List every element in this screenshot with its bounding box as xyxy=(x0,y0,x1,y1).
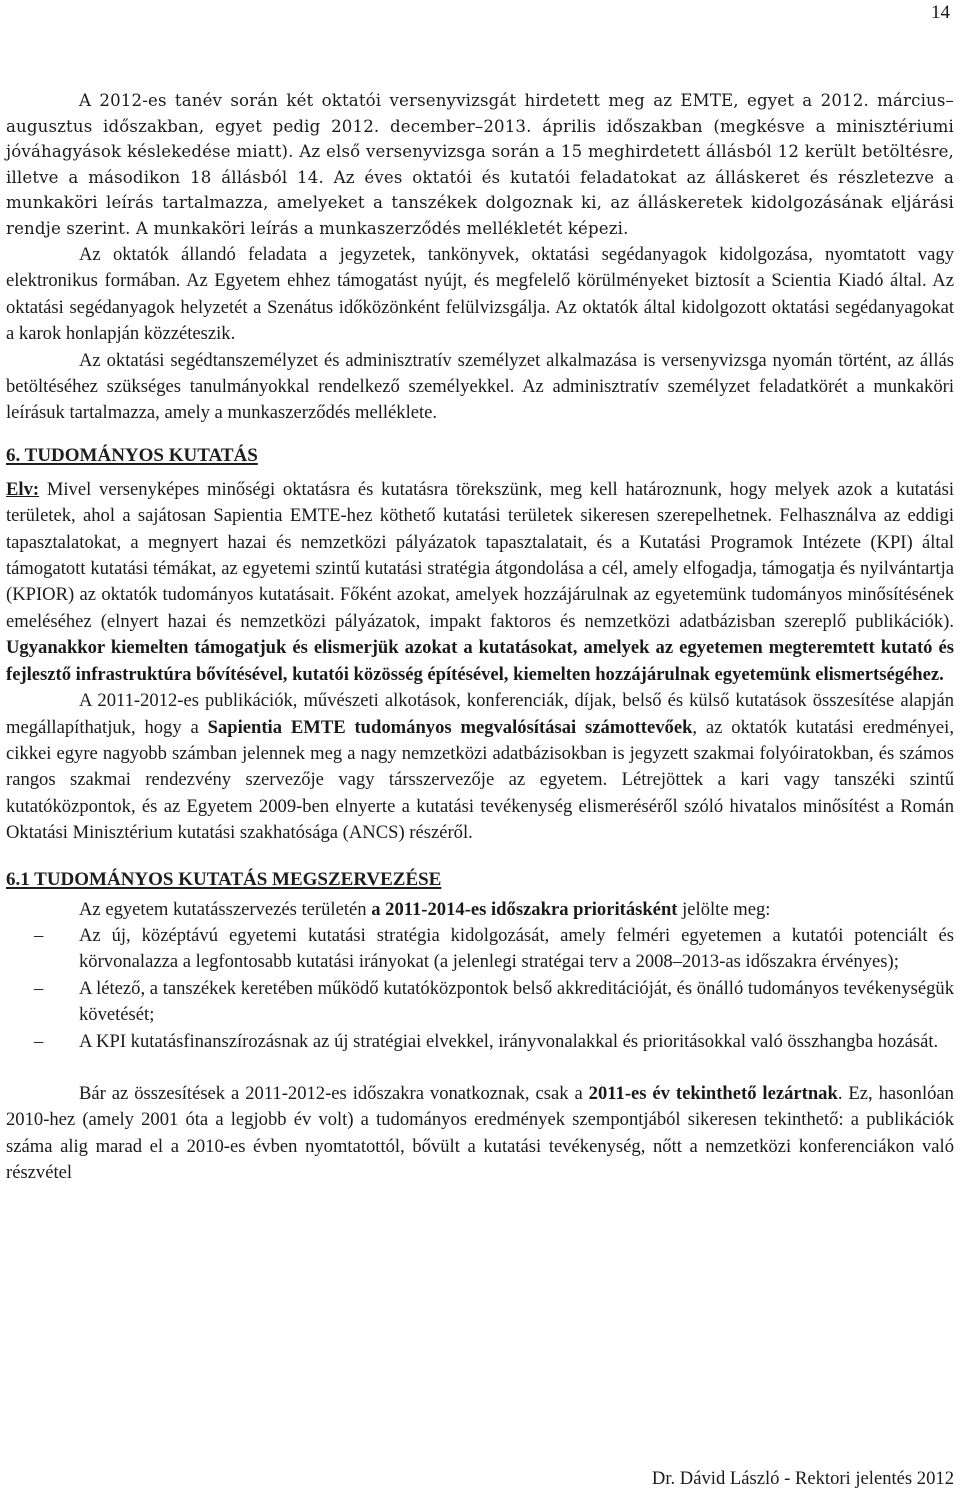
summary-text-1: Bár az összesítések a 2011-2012-es időszakra vonatkoznak, csak a xyxy=(79,1082,589,1104)
list-item-text: A KPI kutatásfinanszírozásnak az új stratégiai elvekkel, irányvonalakkal és prioritásokkal való összhangba hozását. xyxy=(79,1030,939,1052)
paragraph-priorities xyxy=(6,897,954,923)
list-item xyxy=(6,976,954,1029)
publications-text-1: A 2011-2012-es publikációk, művészeti alkotások, konferenciák, díjak, belső és külső kutatások összesítése alapján megállapíthatjuk, hogy a xyxy=(6,690,954,738)
document-body xyxy=(6,88,954,1187)
principle-text: Mivel versenyképes minőségi oktatásra és kutatásra törekszünk, meg kell határoznunk, hogy melyek azok a kutatási területek, ahol a sajátosan Sapientia EMTE-hez köthető kutatási területek sikeresen szerepelhetnek. Felhasználva az eddigi tapasztalatokat, a megnyert hazai és nemzetközi pályázatok tapasztalatait, és a Kutatási Programok Intézete (KPI) által támogatott kutatási témákat, az egyetemi szintű kutatási stratégia átgondolása a cél, amely elfogadja, támogatja és nyilvántartja (KPIOR) az oktatók tudományos kutatásait. Főként azokat, amelyek hozzájárulnak az egyetemünk tudományos minősítésének emeléséhez (elnyert hazai és nemzetközi pályázatok, impakt faktoros és nemzetközi adatbázisban szereplő publikációk). xyxy=(6,478,954,632)
section-heading-research-organization: 6.1 TUDOMÁNYOS KUTATÁS MEGSZERVEZÉSE xyxy=(6,868,442,890)
paragraph-staff: Az oktatási segédtanszemélyzet és adminisztratív személyzet alkalmazása is versenyvizsga nyomán történt, az állás betöltéséhez szükséges tanulmányokkal rendelkező személyekkel. Az adminisztratív személyzet feladatkörét a munkaköri leírásuk tartalmazza, amely a munkaszerződés melléklete. xyxy=(6,349,954,424)
dash-bullet: – xyxy=(34,924,44,946)
paragraph-exam-positions: A 2012-es tanév során két oktatói versenyvizsgát hirdetett meg az EMTE, egyet a 2012. március–augusztus időszakban, egyet pedig 2012. december–2013. április időszakban (megkésve a minisztériumi jóváhagyások késlekedése miatt). Az első versenyvizsga során a 15 meghirdetett állásból 12 került betöltésre, illetve a másodikon 18 állásból 14. Az éves oktatói és kutatói feladatokat az álláskeret és részletezve a munkaköri leírás tartalmazza, amelyeket a tanszékek dolgoznak ki, az álláskeretek kidolgozásának eljárási rendje szerint. A munkaköri leírás a munkaszerződés mellékletét képezi. xyxy=(6,91,954,238)
paragraph-summary xyxy=(6,1081,954,1187)
priorities-list xyxy=(6,923,954,1055)
list-item xyxy=(6,923,954,976)
page-footer: Dr. Dávid László - Rektori jelentés 2012 xyxy=(651,1468,954,1489)
priorities-text-1: Az egyetem kutatásszervezés területén xyxy=(79,898,372,920)
page-number: 14 xyxy=(931,2,950,23)
paragraph-publications xyxy=(6,688,954,846)
principle-label: Elv: xyxy=(6,478,40,500)
dash-bullet: – xyxy=(34,1030,44,1052)
summary-bold: 2011-es év tekinthető lezártnak xyxy=(588,1082,838,1104)
publications-text-2: , az oktatók kutatási eredményei, cikkei egyre nagyobb számban jelennek meg a nagy nemzetközi adatbázisokban is jegyzett szakmai folyóiratokban, és számos rangos szakmai rendezvény szervezője vagy társszervezője az egyetem. Létrejöttek a kari vagy tanszéki szintű kutatóközpontok, és az Egyetem 2009-ben elnyerte a kutatási tevékenység elismeréséről szóló hivatalos minősítést a Román Oktatási Minisztérium kutatási szakhatósága (ANCS) részéről. xyxy=(6,716,954,844)
priorities-text-2: jelölte meg: xyxy=(677,898,771,920)
priorities-bold: a 2011-2014-es időszakra prioritásként xyxy=(371,898,678,920)
paragraph-principle xyxy=(6,477,954,688)
publications-bold: Sapientia EMTE tudományos megvalósításai számottevőek xyxy=(207,716,693,738)
list-item xyxy=(6,1029,954,1055)
list-item-text: A létező, a tanszékek keretében működő kutatóközpontok belső akkreditációját, és önálló tudományos tevékenységük követését; xyxy=(79,977,954,1026)
summary-text-2: . Ez, hasonlóan 2010-hez (amely 2001 óta a legjobb év volt) a tudományos eredmények szempontjából sikeresen tekinthető: a publikációk száma alig marad el a 2010-es évben nyomtatottól, bővült a kutatási tevékenység, nőtt a nemzetközi konferenciákon való részvétel xyxy=(6,1082,954,1184)
dash-bullet: – xyxy=(34,977,44,999)
section-heading-research: 6. TUDOMÁNYOS KUTATÁS xyxy=(6,444,258,466)
paragraph-teaching-materials: Az oktatók állandó feladata a jegyzetek, tankönyvek, oktatási segédanyagok kidolgozása, nyomtatott vagy elektronikus formában. Az Egyetem ehhez támogatást nyújt, és megfelelő körülményeket biztosít a Scientia Kiadó által. Az oktatási segédanyagok helyzetét a Szenátus időközönként felülvizsgálja. Az oktatók által kidolgozott oktatási segédanyagokat a karok honlapján közzéteszik. xyxy=(6,244,954,345)
list-item-text: Az új, középtávú egyetemi kutatási stratégia kidolgozását, amely felméri egyetemen a kutatói potenciált és körvonalazza a legfontosabb kutatási irányokat (a jelenlegi stratégai terv a 2008–2013-as időszakra érvényes); xyxy=(79,924,954,973)
principle-bold-text: Ugyanakkor kiemelten támogatjuk és elismerjük azokat a kutatásokat, amelyek az egyetemen megteremtett kutató és fejlesztő infrastruktúra bővítésével, kutatói közösség építésével, kiemelten hozzájárulnak egyetemünk elismertségéhez. xyxy=(6,637,954,685)
